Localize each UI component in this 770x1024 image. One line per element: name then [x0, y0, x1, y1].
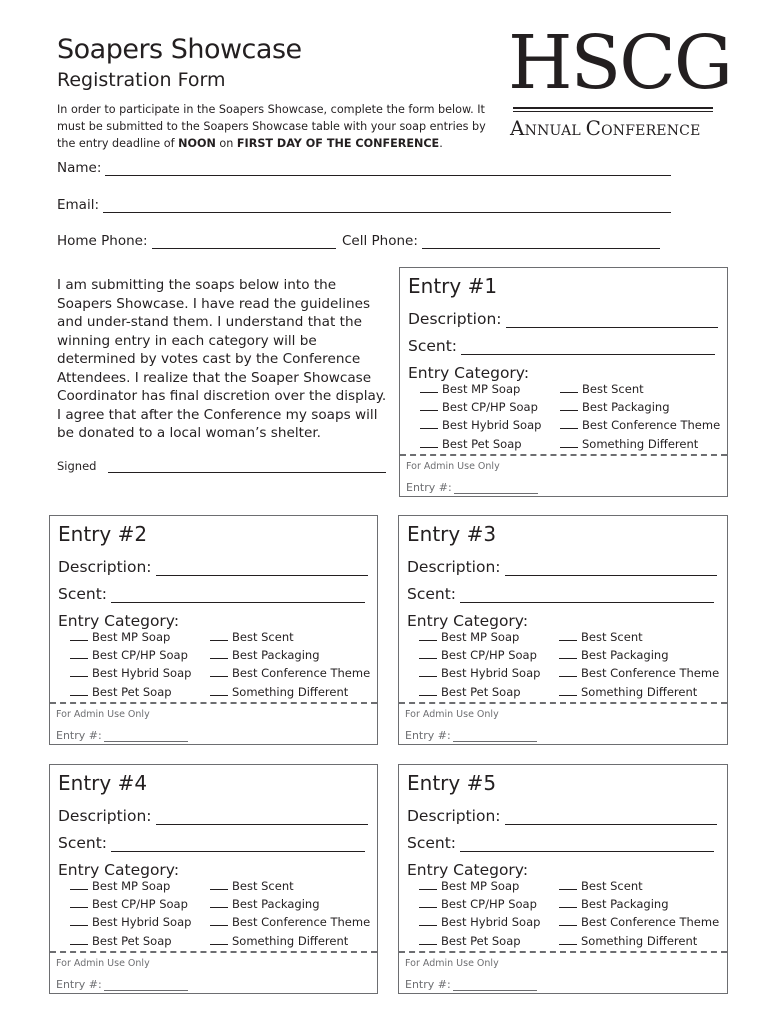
admin-divider	[50, 702, 377, 704]
signature-field	[57, 458, 386, 473]
category-option[interactable]	[420, 435, 541, 453]
category-option-label: Best Pet Soap	[92, 684, 172, 699]
category-option[interactable]	[419, 895, 540, 913]
category-checkbox-line[interactable]	[419, 915, 437, 926]
category-option[interactable]	[420, 416, 541, 434]
category-checkbox-line[interactable]	[420, 400, 438, 411]
category-option-label: Best Conference Theme	[581, 915, 720, 930]
category-checkbox-line[interactable]	[70, 879, 88, 890]
admin-label: For Admin Use Only	[405, 709, 499, 720]
category-checkbox-line[interactable]	[419, 630, 437, 641]
admin-entry-number	[405, 978, 537, 991]
admin-divider	[399, 951, 727, 953]
category-option-label: Best MP Soap	[441, 879, 520, 893]
category-option-label: Best CP/HP Soap	[442, 400, 538, 415]
category-option-label: Something Different	[232, 933, 349, 948]
intro-day: FIRST DAY OF THE CONFERENCE	[236, 137, 440, 150]
category-option-label: Best Scent	[232, 879, 294, 893]
category-option[interactable]	[70, 683, 191, 701]
description-label: Description:	[407, 558, 501, 576]
logo-conference-rest: ONFERENCE	[601, 123, 701, 139]
scent-label: Scent:	[407, 834, 457, 852]
logo-tagline	[510, 116, 718, 140]
category-checkbox-line[interactable]	[560, 400, 578, 411]
category-checkbox-line[interactable]	[210, 897, 228, 908]
category-option[interactable]	[70, 646, 191, 664]
category-heading: Entry Category:	[407, 612, 529, 630]
category-option-label: Best Pet Soap	[441, 684, 521, 699]
description-input-line[interactable]	[506, 311, 718, 328]
entry-title: Entry #4	[58, 771, 148, 795]
category-checkbox-line[interactable]	[559, 648, 577, 659]
agreement-text: I am submitting the soaps below into the Soapers Showcase. I have read the guidelines and under-stand them. I understand that the winning entry in each category will be determined by votes cast by the Conference Attendees. I realize that the Soaper Showcase Coordinator has final discretion over the display. I agree that after the Conference my soaps will be donated to a local woman’s shelter.	[57, 277, 387, 441]
category-list-right	[559, 628, 719, 701]
category-option[interactable]	[210, 664, 370, 682]
category-option-label: Best MP Soap	[442, 382, 521, 396]
category-checkbox-line[interactable]	[419, 897, 437, 908]
category-option[interactable]	[70, 932, 191, 950]
name-input-line[interactable]	[105, 161, 671, 176]
category-option[interactable]	[70, 628, 191, 646]
entry-box-5	[398, 764, 728, 994]
category-option-label: Best Packaging	[232, 897, 320, 912]
admin-entry-number	[56, 729, 188, 742]
entry-title: Entry #3	[407, 522, 497, 546]
category-checkbox-line[interactable]	[419, 685, 437, 696]
category-checkbox-line[interactable]	[70, 897, 88, 908]
entry-number-label: Entry #:	[405, 729, 451, 742]
category-option-label: Best MP Soap	[92, 879, 171, 893]
logo-rule-thin	[513, 111, 713, 112]
admin-label: For Admin Use Only	[406, 461, 500, 472]
category-checkbox-line[interactable]	[70, 666, 88, 677]
intro-noon: NOON	[178, 137, 216, 150]
scent-field	[407, 585, 714, 603]
category-option-label: Best Pet Soap	[441, 933, 521, 948]
category-option[interactable]	[559, 913, 719, 931]
category-checkbox-line[interactable]	[560, 382, 578, 393]
category-checkbox-line[interactable]	[559, 630, 577, 641]
category-checkbox-line[interactable]	[559, 915, 577, 926]
scent-field	[408, 337, 715, 355]
category-heading: Entry Category:	[407, 861, 529, 879]
form-subtitle: Registration Form	[57, 69, 226, 91]
category-option-label: Best MP Soap	[92, 630, 171, 644]
scent-input-line[interactable]	[111, 586, 365, 603]
category-option-label: Best Pet Soap	[92, 933, 172, 948]
category-option-label: Something Different	[582, 436, 699, 451]
description-field	[408, 310, 718, 328]
category-option[interactable]	[419, 932, 540, 950]
category-option[interactable]	[420, 398, 541, 416]
intro-end: .	[439, 137, 443, 150]
category-checkbox-line[interactable]	[559, 879, 577, 890]
category-heading: Entry Category:	[58, 612, 180, 630]
category-option-label: Best Conference Theme	[581, 666, 720, 681]
category-list-left	[70, 877, 191, 950]
description-label: Description:	[58, 807, 152, 825]
intro-text	[57, 101, 497, 152]
category-list-right	[210, 628, 370, 701]
category-option[interactable]	[559, 932, 719, 950]
scent-label: Scent:	[58, 834, 108, 852]
category-option-label: Best Packaging	[581, 648, 669, 663]
description-label: Description:	[408, 310, 502, 328]
category-option-label: Best Hybrid Soap	[92, 915, 192, 930]
admin-entry-number	[56, 978, 188, 991]
category-checkbox-line[interactable]	[419, 879, 437, 890]
category-option[interactable]	[419, 683, 540, 701]
description-label: Description:	[407, 807, 501, 825]
description-input-line[interactable]	[156, 808, 368, 825]
category-option-label: Best Hybrid Soap	[441, 666, 541, 681]
entry-title: Entry #1	[408, 274, 498, 298]
category-option[interactable]	[559, 664, 719, 682]
scent-label: Scent:	[408, 337, 458, 355]
email-label: Email:	[57, 197, 100, 213]
home-phone-input-line[interactable]	[152, 234, 336, 249]
entry-number-label: Entry #:	[56, 978, 102, 991]
category-checkbox-line[interactable]	[559, 897, 577, 908]
category-checkbox-line[interactable]	[210, 879, 228, 890]
category-checkbox-line[interactable]	[210, 648, 228, 659]
category-checkbox-line[interactable]	[560, 437, 578, 448]
logo-letters: HSCG	[508, 20, 731, 106]
cell-phone-field	[342, 233, 660, 249]
category-option-label: Best Conference Theme	[232, 666, 371, 681]
entry-box-4	[49, 764, 378, 994]
category-option[interactable]	[560, 435, 720, 453]
logo-rule	[513, 107, 713, 109]
entry-box-2	[49, 515, 378, 745]
category-checkbox-line[interactable]	[419, 934, 437, 945]
category-option-label: Best CP/HP Soap	[441, 897, 537, 912]
description-label: Description:	[58, 558, 152, 576]
logo-conference-initial: C	[585, 116, 602, 140]
logo-annual-initial: A	[510, 116, 525, 140]
category-checkbox-line[interactable]	[210, 915, 228, 926]
category-option-label: Best Packaging	[232, 648, 320, 663]
entry-title: Entry #5	[407, 771, 497, 795]
cell-phone-input-line[interactable]	[422, 234, 660, 249]
category-option[interactable]	[560, 416, 720, 434]
category-option-label: Something Different	[581, 933, 698, 948]
scent-input-line[interactable]	[460, 586, 714, 603]
intro-part: In order to participate in the Soapers Showcase, complete the form below. It must be submitted to the Soapers Showcase table with your soap entries by the entry deadline of	[57, 103, 486, 150]
scent-field	[58, 585, 365, 603]
category-checkbox-line[interactable]	[559, 685, 577, 696]
category-option[interactable]	[210, 877, 370, 895]
name-field	[57, 160, 671, 176]
category-option[interactable]	[210, 683, 370, 701]
category-option-label: Best Hybrid Soap	[441, 915, 541, 930]
category-heading: Entry Category:	[58, 861, 180, 879]
admin-divider	[399, 702, 727, 704]
category-option[interactable]	[210, 913, 370, 931]
category-checkbox-line[interactable]	[419, 666, 437, 677]
category-heading: Entry Category:	[408, 364, 530, 382]
category-checkbox-line[interactable]	[210, 666, 228, 677]
category-option[interactable]	[210, 895, 370, 913]
signature-line[interactable]	[108, 458, 386, 473]
category-list-left	[419, 628, 540, 701]
category-option-label: Best Pet Soap	[442, 436, 522, 451]
scent-input-line[interactable]	[461, 338, 715, 355]
category-option[interactable]	[560, 380, 720, 398]
category-option-label: Best Hybrid Soap	[442, 418, 542, 433]
category-option[interactable]	[419, 646, 540, 664]
signed-label: Signed	[57, 459, 97, 473]
category-option-label: Best Conference Theme	[232, 915, 371, 930]
home-phone-field	[57, 233, 336, 249]
description-field	[58, 558, 368, 576]
entry-number-label: Entry #:	[56, 729, 102, 742]
home-phone-label: Home Phone:	[57, 233, 148, 249]
category-option-label: Best Scent	[581, 879, 643, 893]
entry-number-line[interactable]	[104, 732, 188, 742]
category-option-label: Best MP Soap	[441, 630, 520, 644]
category-option-label: Best CP/HP Soap	[92, 648, 188, 663]
description-field	[407, 807, 717, 825]
category-option[interactable]	[419, 628, 540, 646]
admin-divider	[400, 454, 727, 456]
category-checkbox-line[interactable]	[70, 648, 88, 659]
category-checkbox-line[interactable]	[70, 915, 88, 926]
category-list-left	[420, 380, 541, 453]
entry-number-line[interactable]	[104, 981, 188, 991]
category-option-label: Best Packaging	[581, 897, 669, 912]
category-list-left	[70, 628, 191, 701]
category-list-left	[419, 877, 540, 950]
category-checkbox-line[interactable]	[210, 630, 228, 641]
category-checkbox-line[interactable]	[420, 382, 438, 393]
admin-divider	[50, 951, 377, 953]
category-option[interactable]	[559, 683, 719, 701]
category-checkbox-line[interactable]	[210, 685, 228, 696]
admin-entry-number	[405, 729, 537, 742]
category-checkbox-line[interactable]	[560, 418, 578, 429]
entry-box-3	[398, 515, 728, 745]
category-option[interactable]	[210, 646, 370, 664]
cell-phone-label: Cell Phone:	[342, 233, 418, 249]
description-input-line[interactable]	[156, 559, 368, 576]
category-option[interactable]	[419, 664, 540, 682]
category-option[interactable]	[210, 932, 370, 950]
entry-number-label: Entry #:	[406, 481, 452, 494]
category-option[interactable]	[560, 398, 720, 416]
category-option[interactable]	[419, 913, 540, 931]
category-list-right	[560, 380, 720, 453]
category-option[interactable]	[70, 913, 191, 931]
category-option-label: Best Conference Theme	[582, 418, 721, 433]
category-list-right	[559, 877, 719, 950]
category-checkbox-line[interactable]	[559, 934, 577, 945]
email-field	[57, 197, 671, 213]
category-option[interactable]	[559, 628, 719, 646]
scent-field	[58, 834, 365, 852]
category-checkbox-line[interactable]	[419, 648, 437, 659]
description-field	[407, 558, 717, 576]
category-option-label: Best Scent	[581, 630, 643, 644]
category-option-label: Best CP/HP Soap	[92, 897, 188, 912]
description-field	[58, 807, 368, 825]
category-checkbox-line[interactable]	[210, 934, 228, 945]
hscg-logo	[508, 20, 731, 142]
category-checkbox-line[interactable]	[559, 666, 577, 677]
admin-label: For Admin Use Only	[56, 709, 150, 720]
category-checkbox-line[interactable]	[420, 418, 438, 429]
category-option[interactable]	[559, 646, 719, 664]
category-option-label: Something Different	[232, 684, 349, 699]
category-option-label: Best Packaging	[582, 400, 670, 415]
category-option[interactable]	[559, 877, 719, 895]
category-option-label: Something Different	[581, 684, 698, 699]
category-checkbox-line[interactable]	[70, 934, 88, 945]
category-option[interactable]	[419, 877, 540, 895]
email-input-line[interactable]	[103, 198, 671, 213]
intro-on: on	[215, 137, 237, 150]
admin-label: For Admin Use Only	[56, 958, 150, 969]
category-checkbox-line[interactable]	[420, 437, 438, 448]
category-list-right	[210, 877, 370, 950]
category-option-label: Best Scent	[232, 630, 294, 644]
entry-box-1	[399, 267, 728, 497]
category-option-label: Best CP/HP Soap	[441, 648, 537, 663]
category-option-label: Best Hybrid Soap	[92, 666, 192, 681]
description-input-line[interactable]	[505, 808, 717, 825]
form-title: Soapers Showcase	[57, 34, 302, 65]
scent-label: Scent:	[58, 585, 108, 603]
category-checkbox-line[interactable]	[70, 630, 88, 641]
scent-field	[407, 834, 714, 852]
logo-annual-rest: NNUAL	[524, 123, 581, 139]
category-checkbox-line[interactable]	[70, 685, 88, 696]
admin-label: For Admin Use Only	[405, 958, 499, 969]
category-option[interactable]	[420, 380, 541, 398]
entry-title: Entry #2	[58, 522, 148, 546]
category-option[interactable]	[70, 877, 191, 895]
scent-input-line[interactable]	[460, 835, 714, 852]
category-option[interactable]	[70, 664, 191, 682]
entry-number-line[interactable]	[453, 732, 537, 742]
category-option-label: Best Scent	[582, 382, 644, 396]
category-option[interactable]	[210, 628, 370, 646]
scent-label: Scent:	[407, 585, 457, 603]
scent-input-line[interactable]	[111, 835, 365, 852]
entry-number-line[interactable]	[453, 981, 537, 991]
category-option[interactable]	[559, 895, 719, 913]
entry-number-label: Entry #:	[405, 978, 451, 991]
entry-number-line[interactable]	[454, 484, 538, 494]
admin-entry-number	[406, 481, 538, 494]
name-label: Name:	[57, 160, 102, 176]
category-option[interactable]	[70, 895, 191, 913]
description-input-line[interactable]	[505, 559, 717, 576]
